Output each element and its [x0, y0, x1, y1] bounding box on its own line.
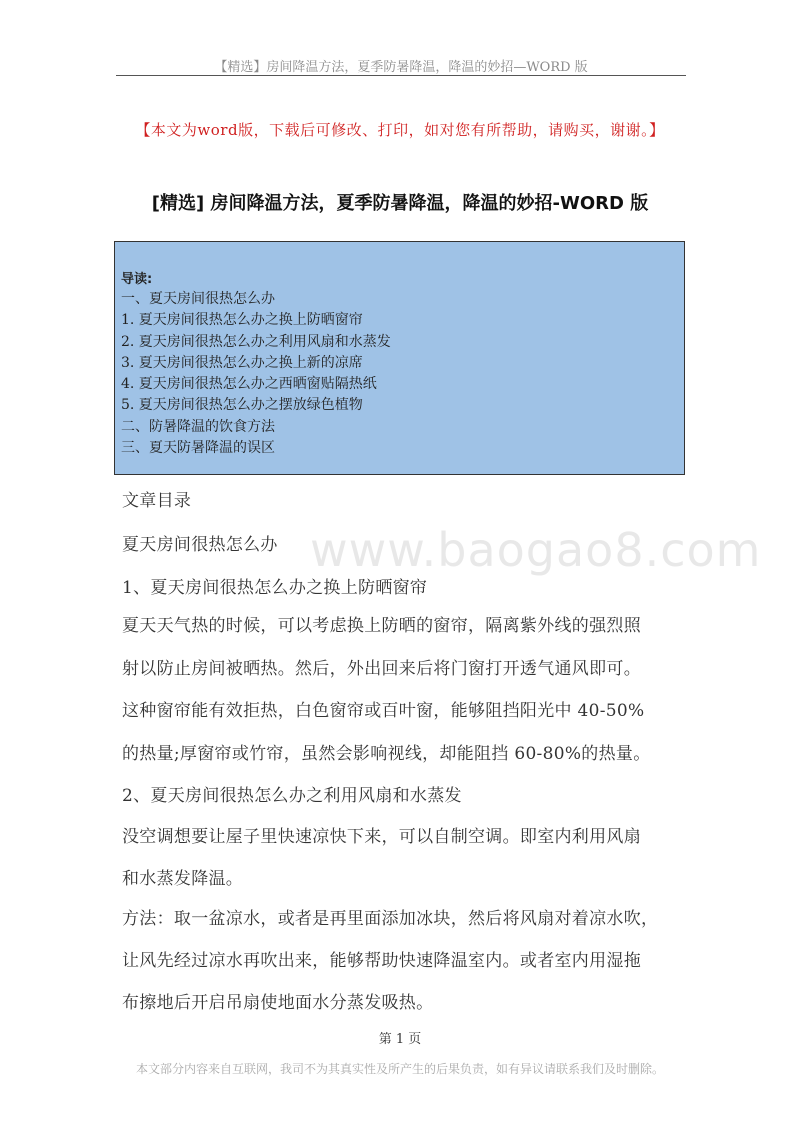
- subsection-heading: 2、夏天房间很热怎么办之利用风扇和水蒸发: [122, 786, 462, 806]
- watermark: www.baogao8.com: [310, 523, 762, 577]
- paragraph-line: 射以防止房间被晒热。然后，外出回来后将门窗打开透气通风即可。: [122, 659, 641, 679]
- guide-item: 三、夏天防暑降温的误区: [121, 440, 275, 457]
- footer-disclaimer: 本文部分内容来自互联网，我司不为其真实性及所产生的后果负责，如有异议请联系我们及时删除。: [135, 1062, 664, 1076]
- header-divider: [116, 75, 686, 76]
- document-title: [精选] 房间降温方法，夏季防暑降温，降温的妙招-WORD 版: [151, 193, 649, 214]
- toc-heading: 文章目录: [122, 491, 192, 511]
- paragraph-line: 没空调想要让屋子里快速凉快下来，可以自制空调。即室内利用风扇: [122, 827, 641, 847]
- guide-item: 5. 夏天房间很热怎么办之摆放绿色植物: [121, 397, 363, 414]
- paragraph-line: 夏天天气热的时候，可以考虑换上防晒的窗帘，隔离紫外线的强烈照: [122, 616, 641, 636]
- paragraph-line: 这种窗帘能有效拒热，白色窗帘或百叶窗，能够阻挡阳光中 40-50%: [122, 701, 645, 721]
- paragraph-line: 和水蒸发降温。: [122, 869, 244, 889]
- paragraph-line: 让风先经过凉水再吹出来，能够帮助快速降温室内。或者室内用湿拖: [122, 951, 641, 971]
- paragraph-line: 布擦地后开启吊扇使地面水分蒸发吸热。: [122, 993, 434, 1013]
- guide-item: 3. 夏天房间很热怎么办之换上新的凉席: [121, 354, 363, 371]
- guide-box: [114, 241, 685, 475]
- guide-item: 2. 夏天房间很热怎么办之利用风扇和水蒸发: [121, 333, 391, 350]
- guide-item: 4. 夏天房间很热怎么办之西晒窗贴隔热纸: [121, 376, 377, 393]
- guide-item: 二、防暑降温的饮食方法: [121, 418, 275, 435]
- purchase-notice: 【本文为word版，下载后可修改、打印，如对您有所帮助，请购买，谢谢。】: [135, 121, 665, 139]
- paragraph-line: 方法：取一盆凉水，或者是再里面添加冰块，然后将风扇对着凉水吹，: [122, 909, 659, 929]
- subsection-heading: 1、夏天房间很热怎么办之换上防晒窗帘: [122, 578, 428, 598]
- running-header: 【精选】房间降温方法，夏季防暑降温，降温的妙招—WORD 版: [214, 60, 588, 75]
- page-number: 第 1 页: [378, 1032, 422, 1047]
- guide-heading: 导读:: [121, 272, 153, 287]
- guide-item: 1. 夏天房间很热怎么办之换上防晒窗帘: [121, 312, 363, 329]
- guide-item: 一、夏天房间很热怎么办: [121, 291, 275, 307]
- section-heading: 夏天房间很热怎么办: [122, 535, 278, 555]
- paragraph-line: 的热量;厚窗帘或竹帘，虽然会影响视线，却能阻挡 60-80%的热量。: [122, 744, 651, 764]
